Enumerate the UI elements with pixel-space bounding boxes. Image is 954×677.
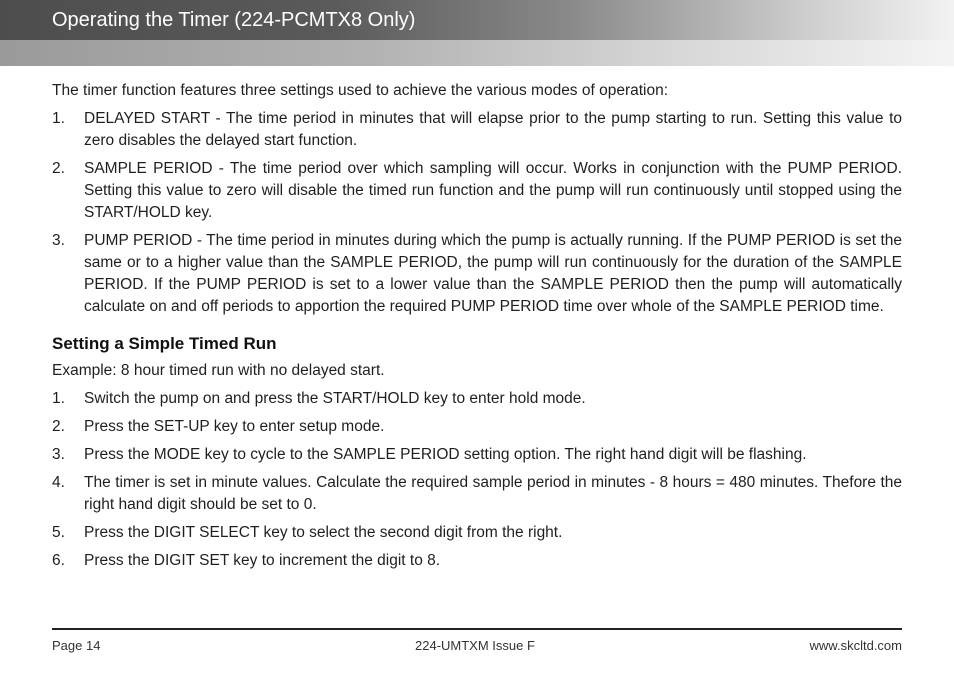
list-item: 3. Press the MODE key to cycle to the SAMPLE PERIOD setting option. The right hand digit will be flashing.: [52, 446, 807, 463]
example-text: Example: 8 hour timed run with no delayed start.: [52, 362, 385, 379]
list-item: 1. Switch the pump on and press the START/HOLD key to enter hold mode.: [52, 390, 586, 407]
list-item: 6. Press the DIGIT SET key to increment the digit to 8.: [52, 552, 441, 569]
settings-list: [52, 108, 902, 318]
list-item: 4. The timer is set in minute values. Calculate the required sample period in minutes - 8 hours = 480 minutes. Thefore the right hand digit should be set to 0.: [52, 474, 902, 513]
list-item: 3. PUMP PERIOD - The time period in minutes during which the pump is actually running. If the PUMP PERIOD is set the same or to a higher value than the SAMPLE PERIOD, the pump will run continuously for the duration of the SAMPLE PERIOD. If the PUMP PERIOD is set to a lower value than the SAMPLE PERIOD then the pump will automatically calculate on and off periods to apportion the required PUMP PERIOD time over whole of the SAMPLE PERIOD time.: [52, 232, 902, 315]
footer-page-number: Page 14: [52, 638, 101, 653]
section-heading: Setting a Simple Timed Run: [52, 334, 277, 353]
content: [52, 80, 902, 578]
footer-website: www.skcltd.com: [809, 638, 902, 653]
list-item: 2. Press the SET-UP key to enter setup mode.: [52, 418, 385, 435]
header-sub-band: [0, 40, 954, 66]
footer-divider: [52, 628, 902, 630]
list-item: 1. DELAYED START - The time period in minutes that will elapse prior to the pump starting to run. Setting this value to zero disables the delayed start function.: [52, 110, 902, 149]
intro-text: The timer function features three settings used to achieve the various modes of operation:: [52, 82, 669, 99]
page-title: Operating the Timer (224-PCMTX8 Only): [52, 9, 416, 31]
footer-doc-id: 224-UMTXM Issue F: [415, 638, 535, 653]
steps-list: [52, 388, 902, 572]
list-item: 5. Press the DIGIT SELECT key to select the second digit from the right.: [52, 524, 563, 541]
list-item: 2. SAMPLE PERIOD - The time period over which sampling will occur. Works in conjunction with the PUMP PERIOD. Setting this value to zero will disable the timed run function and the pump will run continuously until stopped using the START/HOLD key.: [52, 160, 902, 221]
